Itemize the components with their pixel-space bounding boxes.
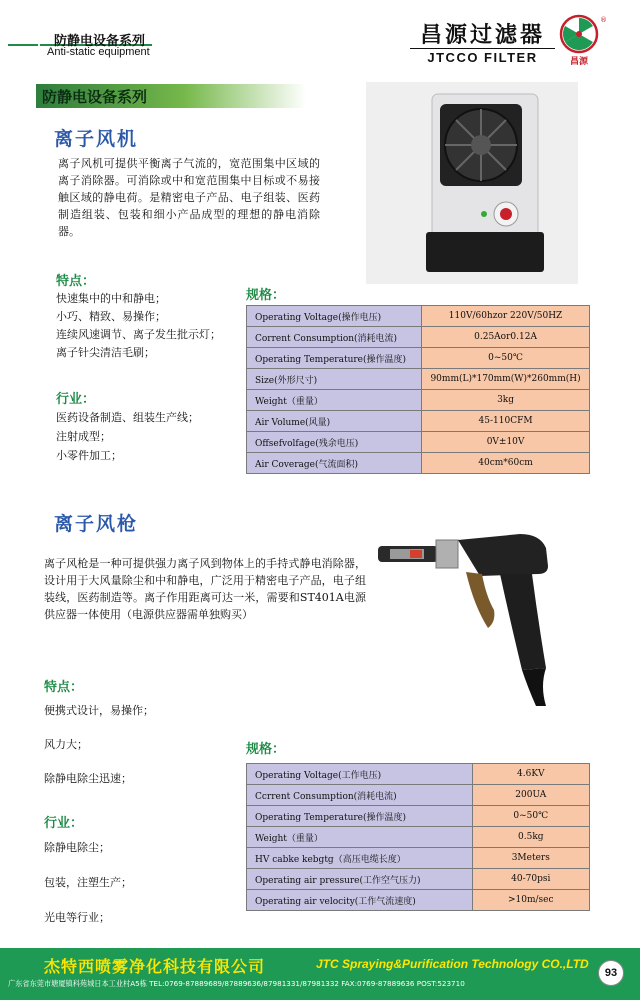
company-name-cn: 杰特西喷雾净化科技有限公司 [44, 957, 266, 976]
product2-title: 离子风枪 [54, 513, 139, 535]
spec-value: 45-110CFM [422, 411, 590, 432]
list-item: 包装，注塑生产； [44, 876, 132, 889]
spec-key: Ccrrent Consumption(消耗电流) [247, 785, 473, 806]
list-item: 医药设备制造、组装生产线； [56, 411, 199, 424]
table-row [247, 764, 590, 785]
spec-key: HV cabke kebgtg（高压电缆长度） [247, 848, 473, 869]
registered-mark: ® [600, 16, 607, 24]
ion-blower-image [366, 82, 578, 284]
company-name-en: JTC Spraying&Purification Technology CO.,LTD [316, 957, 589, 971]
spec-value: 40-70psi [472, 869, 589, 890]
list-item: 连续风速调节、离子发生批示灯； [56, 328, 221, 341]
list-item: 风力大； [44, 738, 88, 751]
spec-key: Air Coverage(气流面积) [247, 453, 422, 474]
product1-description: 离子风机可提供平衡离子气流的，宽范围集中区域的离子消除器。可消除或中和宽范围集中目标或不易接触区域的静电荷。是精密电子产品、电子组装、医药制造组装、包装和细小产品成型的理想的静电消除器。 [58, 157, 320, 238]
spec-key: Air Volume(风量) [247, 411, 422, 432]
spec-key: Operating Voltage(操作电压) [247, 306, 422, 327]
spec-key: Operating air velocity(工作气流速度) [247, 890, 473, 911]
list-item: 便携式设计，易操作； [44, 704, 154, 717]
product1-spec-title: 规格： [246, 288, 286, 303]
spec-key: Weight（重量） [247, 827, 473, 848]
table-row [247, 411, 590, 432]
page-number: 93 [598, 960, 624, 986]
product2-industries [44, 830, 132, 935]
table-row [247, 306, 590, 327]
spec-value: 0~50℃ [472, 806, 589, 827]
product2-industry-title: 行业： [44, 816, 84, 831]
product2-features [44, 694, 154, 796]
brand-name [410, 18, 555, 66]
spec-value: 200UA [472, 785, 589, 806]
spec-key: Size(外形尺寸) [247, 369, 422, 390]
spec-key: Operating air pressure(工作空气压力) [247, 869, 473, 890]
product1-spec-table [246, 305, 590, 474]
list-item: 小零件加工； [56, 449, 122, 462]
table-row [247, 348, 590, 369]
product1-industries [56, 408, 199, 465]
table-row [247, 453, 590, 474]
section-banner-text: 防静电设备系列 [42, 88, 148, 106]
spec-key: Operating Temperature(操作温度) [247, 806, 473, 827]
spec-value: 4.6KV [472, 764, 589, 785]
spec-value: 3kg [422, 390, 590, 411]
spec-value: 0~50℃ [422, 348, 590, 369]
page-footer [0, 948, 640, 1000]
list-item: 注射成型； [56, 430, 111, 443]
spec-value: 40cm*60cm [422, 453, 590, 474]
table-row [247, 848, 590, 869]
header-rule-left [8, 44, 38, 46]
series-title-cn: 防静电设备系列 [54, 34, 146, 49]
list-item: 除静电除尘； [44, 841, 110, 854]
spec-value: 3Meters [472, 848, 589, 869]
product1-features [56, 290, 221, 362]
spec-value: 0.25Aor0.12A [422, 327, 590, 348]
table-row [247, 785, 590, 806]
product1-title: 离子风机 [54, 128, 139, 150]
product2-spec-table [246, 763, 590, 911]
table-row [247, 327, 590, 348]
list-item: 小巧、精致、易操作； [56, 310, 166, 323]
product2-features-title: 特点： [44, 680, 84, 695]
spec-value: >10m/sec [472, 890, 589, 911]
brand-name-en: JTCCO FILTER [410, 48, 555, 65]
table-row [247, 432, 590, 453]
product2-spec-title: 规格： [246, 742, 286, 757]
table-row [247, 369, 590, 390]
brand-logo-icon [558, 14, 600, 68]
table-row [247, 390, 590, 411]
list-item: 离子针尖清洁毛刷； [56, 346, 155, 359]
list-item: 光电等行业； [44, 911, 110, 924]
product2-description: 离子风枪是一种可提供强力离子风到物体上的手持式静电消除器，设计用于大风量除尘和中和静电，广泛用于精密电子产品，电子组装线，医药制造等。离子作用距离可达一米，需要和ST401A电源供应器一体使用（电源供应器需单独购买） [44, 557, 366, 621]
spec-value: 0V±10V [422, 432, 590, 453]
table-row [247, 827, 590, 848]
table-row [247, 806, 590, 827]
logo-text: 昌源 [569, 57, 588, 67]
section-banner [36, 84, 306, 108]
list-item: 除静电除尘迅速； [44, 772, 132, 785]
table-row [247, 890, 590, 911]
spec-value: 110V/60hzor 220V/50HZ [422, 306, 590, 327]
spec-value: 90mm(L)*170mm(W)*260mm(H) [422, 369, 590, 390]
list-item: 快速集中的中和静电； [56, 292, 166, 305]
page-header [0, 0, 640, 70]
table-row [247, 869, 590, 890]
product1-industry-title: 行业： [56, 392, 96, 407]
company-address: 广东省东莞市塘厦镇科苑城日本工业村A5栋 TEL:0769-87889689/87889636/87981331/87981332 FAX:0769-87889636 POST:523710 [8, 979, 465, 988]
spec-key: Operating Temperature(操作温度) [247, 348, 422, 369]
spec-key: Corrent Consumption(消耗电流) [247, 327, 422, 348]
brand-name-cn: 昌源过滤器 [419, 23, 545, 48]
ion-air-gun-image [370, 510, 584, 710]
product1-features-title: 特点： [56, 274, 96, 289]
spec-key: Offsefvolfage(残余电压) [247, 432, 422, 453]
spec-key: Weight（重量） [247, 390, 422, 411]
series-title-en: Anti-static equipment [47, 46, 150, 58]
spec-value: 0.5kg [472, 827, 589, 848]
spec-key: Operating Voltage(工作电压) [247, 764, 473, 785]
